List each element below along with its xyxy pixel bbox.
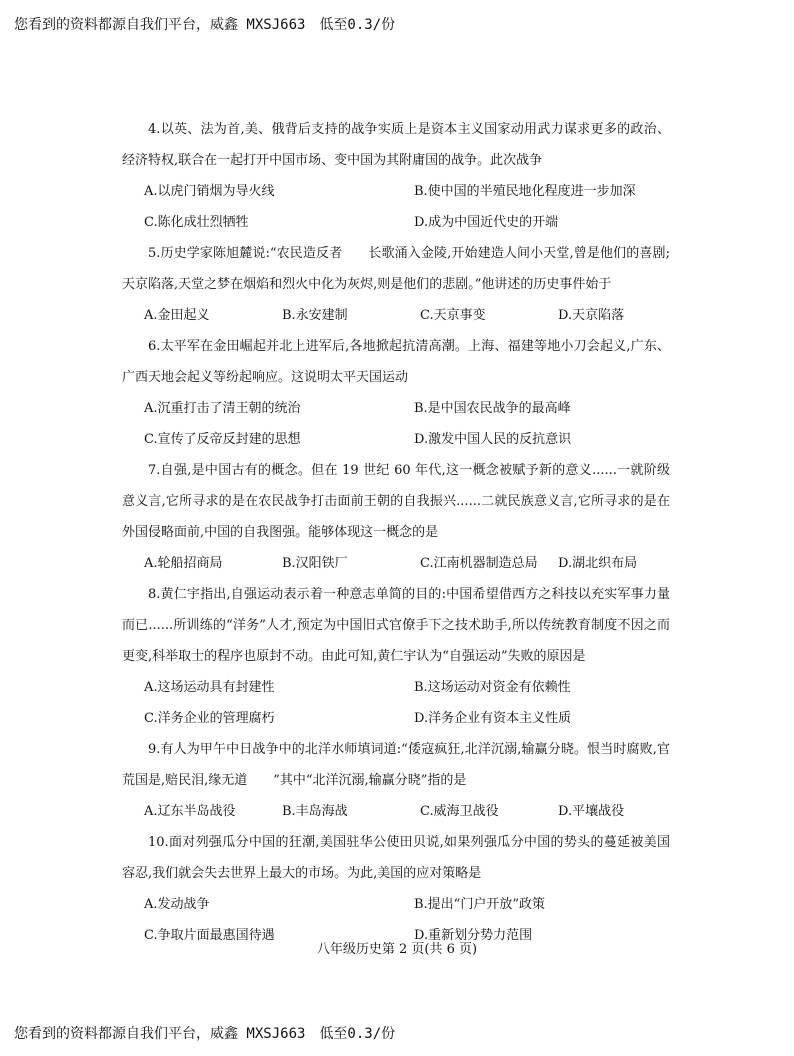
options [122, 796, 670, 827]
question-7 [122, 455, 670, 579]
option-a: A.辽东半岛战役 [144, 804, 236, 819]
option-c: C.宣传了反帝反封建的思想 [144, 432, 301, 447]
bottom-watermark-banner [14, 1023, 409, 1043]
question-stem [122, 734, 670, 796]
question-stem: 4.以英、法为首,美、俄背后支持的战争实质上是资本主义国家动用武力谋求更多的政治、经济特权,联合在一起打开中国市场、变中国为其附庸国的战争。此次战争 [122, 122, 670, 168]
option-a: A.轮船招商局 [144, 556, 223, 571]
options [122, 548, 670, 579]
question-6 [122, 331, 670, 455]
option-d: D.激发中国人民的反抗意识 [414, 432, 572, 447]
option-b: B.丰岛海战 [282, 804, 348, 819]
question-stem: 7.自强,是中国古有的概念。但在 19 世纪 60 年代,这一概念被赋予新的意义......一就阶级意义言,它所寻求的是在农民战争打击面前王朝的自我振兴......二就民族意义言,它所寻求的是在外国侵略面前,中国的自我图强。能够体现这一概念的是 [122, 463, 670, 540]
option-b: B.使中国的半殖民地化程度进一步加深 [414, 184, 636, 199]
option-d: D.湖北织布局 [558, 556, 638, 571]
options [122, 672, 670, 734]
options [122, 393, 670, 455]
option-a: A.沉重打击了清王朝的统治 [144, 401, 301, 416]
option-d: D.重新划分势力范围 [414, 928, 533, 943]
options [122, 300, 670, 331]
question-stem-part-a: 5.历史学家陈旭麓说:“农民造反者 [148, 246, 343, 261]
question-list [122, 114, 670, 951]
option-c: C.天京事变 [420, 308, 486, 323]
banner-text: 您看到的资料都源自我们平台，威鑫 MXSJ663 [14, 17, 306, 33]
question-stem-part-b: ”其中“北洋沉溺,输赢分晓”指的是 [273, 773, 467, 788]
banner-price: 低至0.3/份 [319, 1026, 396, 1042]
option-b: B.提出“门户开放”政策 [414, 897, 545, 912]
page-footer: 八年级历史第 2 页(共 6 页) [316, 942, 478, 957]
option-c: C.洋务企业的管理腐朽 [144, 711, 275, 726]
option-c: C.江南机器制造总局 [420, 556, 538, 571]
option-a: A.以虎门销烟为导火线 [144, 184, 275, 199]
option-d: D.平壤战役 [558, 804, 625, 819]
option-c: C.争取片面最惠国待遇 [144, 928, 275, 943]
option-b: B.永安建制 [282, 308, 348, 323]
option-d: D.成为中国近代史的开端 [414, 215, 559, 230]
option-b: B.这场运动对资金有依赖性 [414, 680, 571, 695]
option-a: A.发动战争 [144, 897, 210, 912]
question-8 [122, 579, 670, 734]
option-b: B.汉阳铁厂 [282, 556, 348, 571]
option-c: C.陈化成壮烈牺牲 [144, 215, 249, 230]
option-d: D.天京陷落 [558, 308, 625, 323]
option-a: A.这场运动具有封建性 [144, 680, 275, 695]
question-4 [122, 114, 670, 238]
question-stem: 6.太平军在金田崛起并北上进军后,各地掀起抗清高潮。上海、福建等地小刀会起义,广东、广西天地会起义等纷起响应。这说明太平天国运动 [122, 339, 670, 385]
banner-text: 您看到的资料都源自我们平台，威鑫 MXSJ663 [14, 1026, 306, 1042]
option-c: C.威海卫战役 [420, 804, 499, 819]
question-stem [122, 238, 670, 300]
options [122, 176, 670, 238]
option-b: B.是中国农民战争的最高峰 [414, 401, 571, 416]
question-stem-part-a: 9.有人为甲午中日战争中的北洋水师填词道:“倭寇疯狂,北洋沉溺,输赢分晓。恨当时腐败,官荒国是,赔民泪,缘无道 [122, 742, 670, 788]
question-stem: 10.面对列强瓜分中国的狂潮,美国驻华公使田贝说,如果列强瓜分中国的势头的蔓延被美国容忍,我们就会失去世界上最大的市场。为此,美国的应对策略是 [122, 835, 670, 881]
question-5 [122, 238, 670, 331]
question-stem-part-b: 长歌涌入金陵,开始建造人间小天堂,曾是他们的喜剧;天京陷落,天堂之梦在烟焰和烈火中化为灰烬,则是他们的悲剧。”他讲述的历史事件始于 [122, 246, 670, 292]
option-d: D.洋务企业有资本主义性质 [414, 711, 572, 726]
banner-price: 低至0.3/份 [319, 17, 396, 33]
question-10 [122, 827, 670, 951]
question-stem: 8.黄仁宇指出,自强运动表示着一种意志单简的目的:中国希望借西方之科技以充实军事力量而已......所训练的“洋务”人才,预定为中国旧式官僚手下之技术助手,所以传统教育制度不因之而更变,科举取士的程序也原封不动。由此可知,黄仁宇认为“自强运动”失败的原因是 [122, 587, 670, 664]
top-watermark-banner [14, 14, 409, 34]
option-a: A.金田起义 [144, 308, 210, 323]
question-9 [122, 734, 670, 827]
